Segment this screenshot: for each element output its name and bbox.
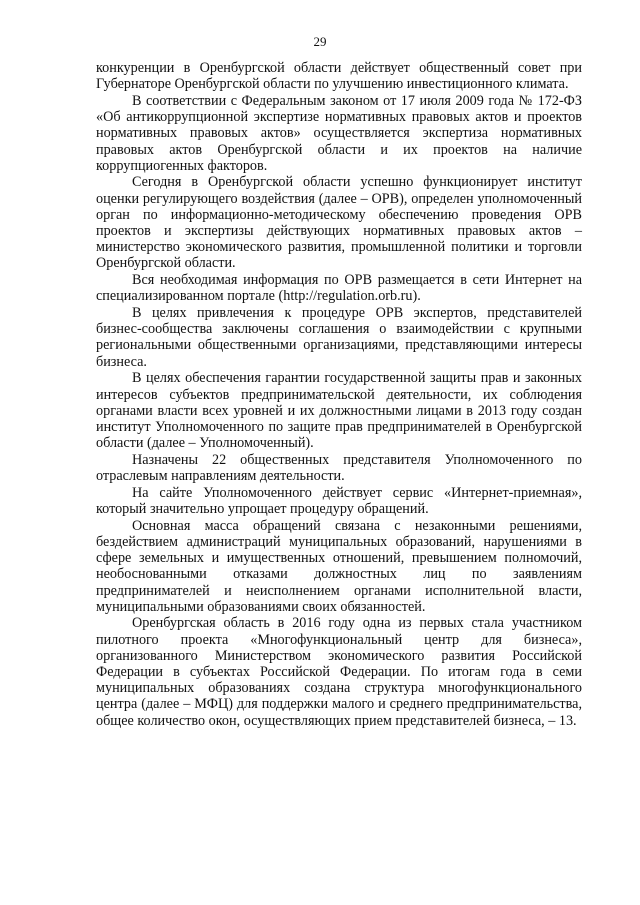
paragraph: Сегодня в Оренбургской области успешно функционирует институт оценки регулирующего воздействия (далее – ОРВ), определен уполномоченный орган по информационно-методическому обеспечению проведения ОРВ проектов и экспертизы действующих нормативных правовых актов – министерство экономического развития, промышленной политики и торговли Оренбургской области. [96,174,582,272]
paragraph: В соответствии с Федеральным законом от 17 июля 2009 года № 172-ФЗ «Об антикоррупционной экспертизе нормативных правовых актов и проектов нормативных правовых актов» осуществляется экспертиза нормативных правовых актов Оренбургской области и их проектов на наличие коррупциогенных факторов. [96,92,582,174]
paragraph: На сайте Уполномоченного действует сервис «Интернет-приемная», который значительно упрощает процедуру обращений. [96,484,582,517]
paragraph: Вся необходимая информация по ОРВ размещается в сети Интернет на специализированном портале (http://regulation.orb.ru). [96,272,582,305]
paragraph: Назначены 22 общественных представителя Уполномоченного по отраслевым направлениям деятельности. [96,451,582,485]
body-text [96,60,582,729]
paragraph: В целях привлечения к процедуре ОРВ экспертов, представителей бизнес-сообщества заключены соглашения о взаимодействии с крупными региональными общественными организациями, представляющими интересы бизнеса. [96,305,582,370]
page-number: 29 [313,34,327,49]
paragraph: Основная масса обращений связана с незаконными решениями, бездействием администраций муниципальных образований, нарушениями в сфере земельных и имущественных отношений, превышением полномочий, необоснованными отказами должностных лиц по заявлениям предпринимателей и неисполнением органами исполнительной власти, муниципальными образованиями своих обязанностей. [96,517,582,615]
paragraph: конкуренции в Оренбургской области действует общественный совет при Губернаторе Оренбургской области по улучшению инвестиционного климата. [96,60,582,93]
paragraph: Оренбургская область в 2016 году одна из первых стала участником пилотного проекта «Многофункциональный центр для бизнеса», организованного Министерством экономического развития Российской Федерации в субъектах Российской Федерации. По итогам года в семи муниципальных образованиях создана структура многофункционального центра (далее – МФЦ) для поддержки малого и среднего предпринимательства, общее количество окон, осуществляющих прием представителей бизнеса, – 13. [96,615,582,729]
paragraph: В целях обеспечения гарантии государственной защиты прав и законных интересов субъектов предпринимательской деятельности, их соблюдения органами власти всех уровней и их должностными лицами в 2013 году создан институт Уполномоченного по защите прав предпринимателей в Оренбургской области (далее – Уполномоченный). [96,370,582,452]
